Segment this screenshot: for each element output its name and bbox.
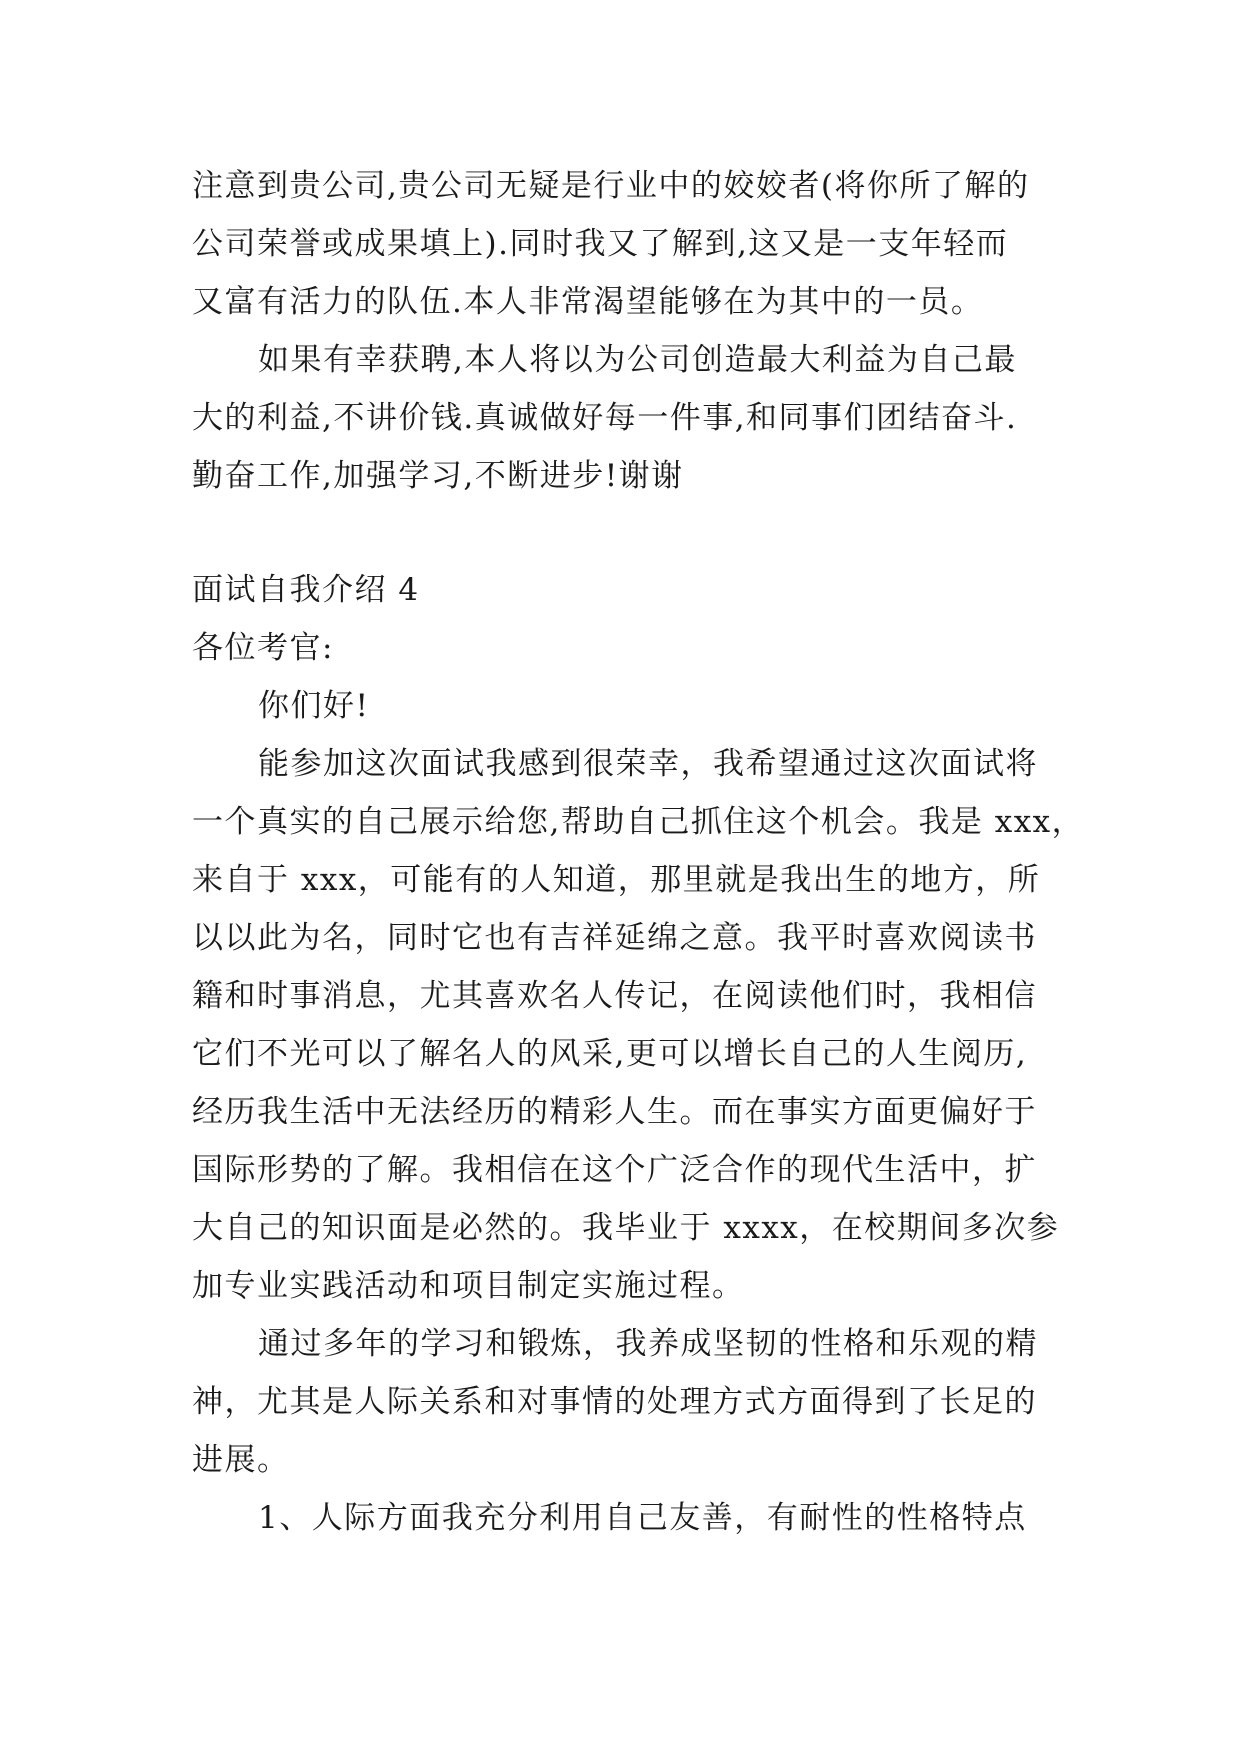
- paragraph-line: 能参加这次面试我感到很荣幸，我希望通过这次面试将: [258, 746, 1038, 782]
- paragraph-line: 1、人际方面我充分利用自己友善，有耐性的性格特点: [258, 1500, 1027, 1536]
- paragraph-line: 一个真实的自己展示给您,帮助自己抓住这个机会。我是 xxx，: [192, 804, 1085, 840]
- section-title: 面试自我介绍 4: [192, 572, 420, 608]
- paragraph-line: 公司荣誉或成果填上).同时我又了解到,这又是一支年轻而: [192, 226, 1009, 262]
- paragraph-line: 来自于 xxx，可能有的人知道，那里就是我出生的地方，所: [192, 862, 1041, 898]
- paragraph-line: 大自己的知识面是必然的。我毕业于 xxxx，在校期间多次参: [192, 1210, 1060, 1246]
- paragraph-line: 神，尤其是人际关系和对事情的处理方式方面得到了长足的: [192, 1384, 1037, 1420]
- paragraph-line: 进展。: [192, 1442, 290, 1478]
- paragraph-line: 通过多年的学习和锻炼，我养成坚韧的性格和乐观的精: [258, 1326, 1038, 1362]
- paragraph-line: 它们不光可以了解名人的风采,更可以增长自己的人生阅历,: [192, 1036, 1028, 1072]
- paragraph-line: 又富有活力的队伍.本人非常渴望能够在为其中的一员。: [192, 284, 984, 320]
- paragraph-line: 经历我生活中无法经历的精彩人生。而在事实方面更偏好于: [192, 1094, 1037, 1130]
- paragraph-line: 国际形势的了解。我相信在这个广泛合作的现代生活中，扩: [192, 1152, 1037, 1188]
- paragraph-line: 如果有幸获聘,本人将以为公司创造最大利益为自己最: [258, 342, 1017, 378]
- paragraph-line: 注意到贵公司,贵公司无疑是行业中的姣姣者(将你所了解的: [192, 168, 1030, 204]
- salutation: 各位考官:: [192, 630, 334, 666]
- paragraph-line: 以以此为名，同时它也有吉祥延绵之意。我平时喜欢阅读书: [192, 920, 1037, 956]
- paragraph-line: 大的利益,不讲价钱.真诚做好每一件事,和同事们团结奋斗.: [192, 400, 1018, 436]
- paragraph-line: 加专业实践活动和项目制定实施过程。: [192, 1268, 745, 1304]
- paragraph-line: 勤奋工作,加强学习,不断进步!谢谢: [192, 458, 684, 494]
- paragraph-line: 籍和时事消息，尤其喜欢名人传记，在阅读他们时，我相信: [192, 978, 1037, 1014]
- greeting: 你们好!: [258, 688, 370, 724]
